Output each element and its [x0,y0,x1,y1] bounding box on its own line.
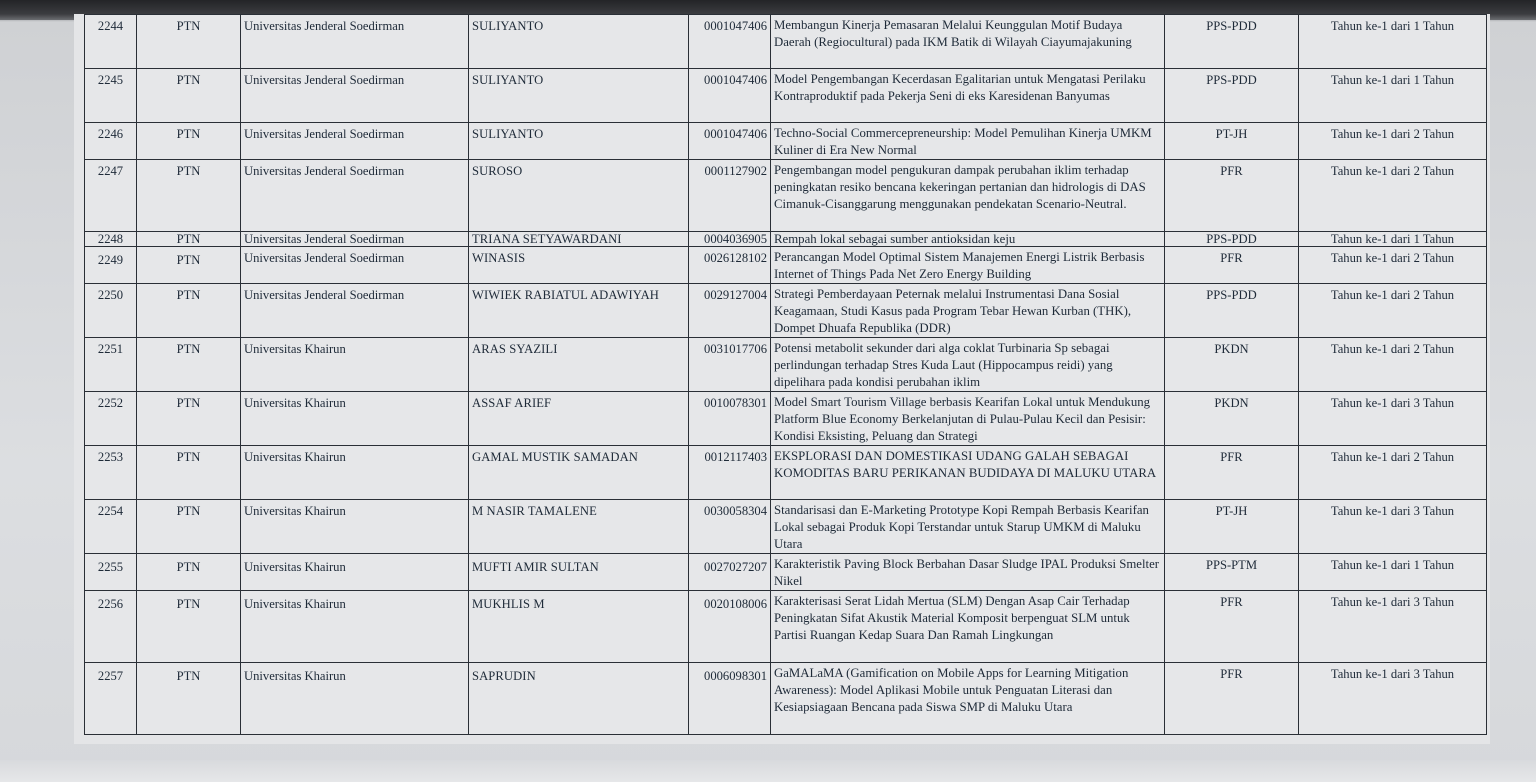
row-number: 2253 [85,446,137,500]
researcher-name: GAMAL MUSTIK SAMADAN [469,446,689,500]
grant-scheme: PFR [1165,591,1299,663]
researcher-nidn: 0029127004 [689,284,771,338]
grant-scheme: PPS-PDD [1165,69,1299,123]
grant-duration: Tahun ke-1 dari 3 Tahun [1299,591,1487,663]
researcher-nidn: 0010078301 [689,392,771,446]
table-row [85,663,1487,735]
researcher-nidn: 0001047406 [689,15,771,69]
researcher-name: MUFTI AMIR SULTAN [469,554,689,591]
row-number: 2249 [85,247,137,284]
institution-type: PTN [137,232,241,247]
researcher-name: SAPRUDIN [469,663,689,735]
table-row [85,338,1487,392]
institution-type: PTN [137,69,241,123]
institution-name: Universitas Jenderal Soedirman [241,160,469,232]
row-number: 2246 [85,123,137,160]
researcher-name: M NASIR TAMALENE [469,500,689,554]
grant-duration: Tahun ke-1 dari 3 Tahun [1299,500,1487,554]
researcher-nidn: 0030058304 [689,500,771,554]
researcher-name: SULIYANTO [469,15,689,69]
researcher-nidn: 0031017706 [689,338,771,392]
institution-name: Universitas Khairun [241,446,469,500]
row-number: 2244 [85,15,137,69]
researcher-nidn: 0012117403 [689,446,771,500]
researcher-name: TRIANA SETYAWARDANI [469,232,689,247]
research-title: Rempah lokal sebagai sumber antioksidan keju [771,232,1165,247]
grant-scheme: PT-JH [1165,500,1299,554]
grant-scheme: PPS-PDD [1165,232,1299,247]
institution-type: PTN [137,500,241,554]
grant-scheme: PPS-PTM [1165,554,1299,591]
grant-duration: Tahun ke-1 dari 3 Tahun [1299,663,1487,735]
researcher-name: SULIYANTO [469,69,689,123]
research-title: Standarisasi dan E-Marketing Prototype Kopi Rempah Berbasis Kearifan Lokal sebagai Produk Kopi Terstandar untuk Starup UMKM di Maluku Utara [771,500,1165,554]
table-row [85,247,1487,284]
researcher-nidn: 0001127902 [689,160,771,232]
researcher-name: SUROSO [469,160,689,232]
institution-name: Universitas Khairun [241,392,469,446]
researcher-nidn: 0004036905 [689,232,771,247]
research-title: Membangun Kinerja Pemasaran Melalui Keunggulan Motif Budaya Daerah (Regiocultural) pada IKM Batik di Wilayah Ciayumajakuning [771,15,1165,69]
institution-type: PTN [137,446,241,500]
institution-name: Universitas Khairun [241,663,469,735]
institution-name: Universitas Jenderal Soedirman [241,284,469,338]
row-number: 2250 [85,284,137,338]
researcher-name: SULIYANTO [469,123,689,160]
row-number: 2256 [85,591,137,663]
grant-scheme: PPS-PDD [1165,284,1299,338]
research-title: Perancangan Model Optimal Sistem Manajemen Energi Listrik Berbasis Internet of Things Pada Net Zero Energy Building [771,247,1165,284]
institution-type: PTN [137,160,241,232]
institution-type: PTN [137,247,241,284]
row-number: 2254 [85,500,137,554]
row-number: 2245 [85,69,137,123]
researcher-name: WINASIS [469,247,689,284]
row-number: 2252 [85,392,137,446]
institution-name: Universitas Khairun [241,338,469,392]
table-row [85,123,1487,160]
row-number: 2251 [85,338,137,392]
grant-duration: Tahun ke-1 dari 2 Tahun [1299,284,1487,338]
research-title: Model Pengembangan Kecerdasan Egalitarian untuk Mengatasi Perilaku Kontraproduktif pada Pekerja Seni di eks Karesidenan Banyumas [771,69,1165,123]
research-title: Pengembangan model pengukuran dampak perubahan iklim terhadap peningkatan resiko bencana kekeringan pertanian dan hidrologis di DAS Cimanuk-Cisanggarung menggunakan pendekatan Scenario-Neutral. [771,160,1165,232]
grant-duration: Tahun ke-1 dari 1 Tahun [1299,15,1487,69]
grant-scheme: PFR [1165,446,1299,500]
research-title: Karakteristik Paving Block Berbahan Dasar Sludge IPAL Produksi Smelter Nikel [771,554,1165,591]
research-grant-table [84,14,1487,735]
institution-name: Universitas Khairun [241,554,469,591]
table-row [85,160,1487,232]
table-row [85,446,1487,500]
researcher-name: ARAS SYAZILI [469,338,689,392]
research-title: GaMALaMA (Gamification on Mobile Apps for Learning Mitigation Awareness): Model Aplikasi Mobile untuk Penguatan Literasi dan Kesiapsiagaan Bencana pada Siswa SMP di Maluku Utara [771,663,1165,735]
research-title: Model Smart Tourism Village berbasis Kearifan Lokal untuk Mendukung Platform Blue Economy Berkelanjutan di Pulau-Pulau Kecil dan Pesisir: Kondisi Eksisting, Peluang dan Strategi [771,392,1165,446]
research-title: Potensi metabolit sekunder dari alga coklat Turbinaria Sp sebagai perlindungan terhadap Stres Kuda Laut (Hippocampus reidi) yang dipelihara pada kondisi perubahan iklim [771,338,1165,392]
grant-scheme: PFR [1165,247,1299,284]
institution-name: Universitas Jenderal Soedirman [241,123,469,160]
table-row [85,69,1487,123]
researcher-nidn: 0001047406 [689,69,771,123]
institution-name: Universitas Khairun [241,591,469,663]
researcher-nidn: 0027027207 [689,554,771,591]
researcher-nidn: 0006098301 [689,663,771,735]
table-row [85,500,1487,554]
row-number: 2248 [85,232,137,247]
institution-type: PTN [137,663,241,735]
institution-type: PTN [137,392,241,446]
table-row [85,232,1487,247]
institution-type: PTN [137,284,241,338]
grant-duration: Tahun ke-1 dari 2 Tahun [1299,338,1487,392]
researcher-nidn: 0026128102 [689,247,771,284]
grant-duration: Tahun ke-1 dari 1 Tahun [1299,554,1487,591]
table-row [85,591,1487,663]
table-row [85,284,1487,338]
research-title: Karakterisasi Serat Lidah Mertua (SLM) Dengan Asap Cair Terhadap Peningkatan Sifat Akustik Material Komposit berpenguat SLM untuk Partisi Ruangan Kedap Suara Dan Ramah Lingkungan [771,591,1165,663]
screen-bottom-edge [0,760,1536,782]
researcher-nidn: 0020108006 [689,591,771,663]
grant-duration: Tahun ke-1 dari 2 Tahun [1299,247,1487,284]
grant-duration: Tahun ke-1 dari 1 Tahun [1299,69,1487,123]
grant-scheme: PT-JH [1165,123,1299,160]
research-title: EKSPLORASI DAN DOMESTIKASI UDANG GALAH SEBAGAI KOMODITAS BARU PERIKANAN BUDIDAYA DI MALUKU UTARA [771,446,1165,500]
institution-name: Universitas Jenderal Soedirman [241,69,469,123]
grant-duration: Tahun ke-1 dari 2 Tahun [1299,160,1487,232]
table-row [85,392,1487,446]
row-number: 2255 [85,554,137,591]
institution-type: PTN [137,591,241,663]
grant-scheme: PFR [1165,160,1299,232]
researcher-name: ASSAF ARIEF [469,392,689,446]
grant-duration: Tahun ke-1 dari 2 Tahun [1299,123,1487,160]
institution-name: Universitas Jenderal Soedirman [241,232,469,247]
institution-name: Universitas Jenderal Soedirman [241,247,469,284]
research-title: Strategi Pemberdayaan Peternak melalui Instrumentasi Dana Sosial Keagamaan, Studi Kasus pada Program Tebar Hewan Kurban (THK), Dompet Dhuafa Republika (DDR) [771,284,1165,338]
grant-scheme: PKDN [1165,338,1299,392]
research-title: Techno-Social Commercepreneurship: Model Pemulihan Kinerja UMKM Kuliner di Era New Normal [771,123,1165,160]
institution-type: PTN [137,123,241,160]
researcher-name: MUKHLIS M [469,591,689,663]
grant-duration: Tahun ke-1 dari 1 Tahun [1299,232,1487,247]
table-row [85,554,1487,591]
institution-type: PTN [137,338,241,392]
institution-name: Universitas Jenderal Soedirman [241,15,469,69]
institution-name: Universitas Khairun [241,500,469,554]
row-number: 2247 [85,160,137,232]
grant-duration: Tahun ke-1 dari 3 Tahun [1299,392,1487,446]
institution-type: PTN [137,554,241,591]
grant-scheme: PPS-PDD [1165,15,1299,69]
grant-scheme: PKDN [1165,392,1299,446]
institution-type: PTN [137,15,241,69]
researcher-nidn: 0001047406 [689,123,771,160]
row-number: 2257 [85,663,137,735]
table-row [85,15,1487,69]
grant-scheme: PFR [1165,663,1299,735]
researcher-name: WIWIEK RABIATUL ADAWIYAH [469,284,689,338]
grant-duration: Tahun ke-1 dari 2 Tahun [1299,446,1487,500]
